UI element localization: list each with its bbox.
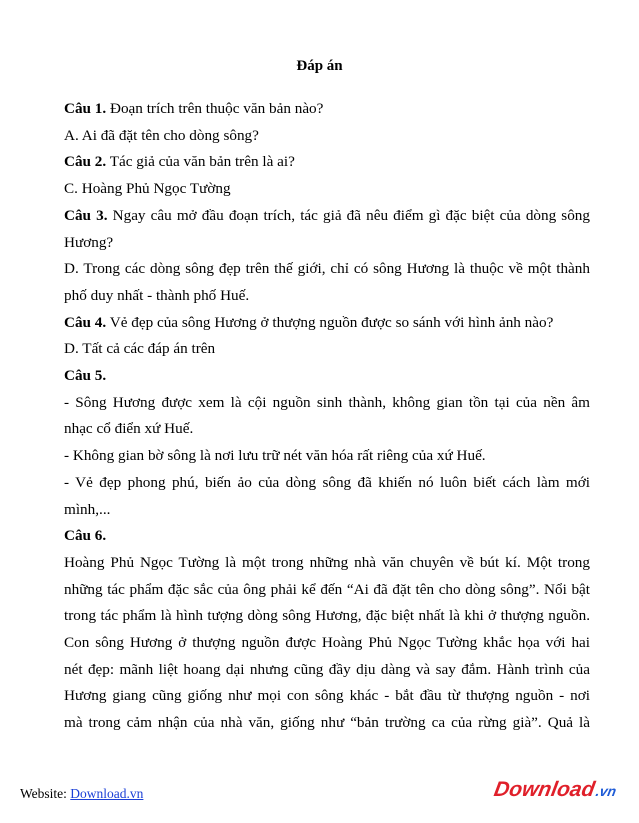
page-title: Đáp án bbox=[296, 58, 343, 74]
svg-text:.vn: .vn bbox=[594, 783, 618, 799]
line: Con sông Hương ở thượng nguồn được Hoàng Phủ Ngọc Tường khắc họa với hai bbox=[64, 634, 590, 652]
line: Câu 4. Vẻ đẹp của sông Hương ở thượng nguồn được so sánh với hình ảnh nào? bbox=[64, 313, 554, 331]
line: - Vẻ đẹp phong phú, biến ảo của dòng sông đã khiến nó luôn biết cách làm mới bbox=[64, 473, 590, 491]
line: - Sông Hương được xem là cội nguồn sinh thành, không gian tồn tại của nền âm bbox=[64, 393, 590, 411]
question-label: Câu 6. bbox=[64, 527, 107, 545]
footer-website bbox=[20, 786, 143, 802]
line bbox=[64, 363, 590, 390]
question-label: Câu 5. bbox=[64, 367, 107, 385]
line: trong tác phẩm là hình tượng dòng sông Hương, đặc biệt nhất là khi ở thượng nguồn. bbox=[64, 607, 590, 625]
question-label: Câu 3. bbox=[64, 206, 108, 224]
line: C. Hoàng Phủ Ngọc Tường bbox=[64, 180, 231, 198]
line: phố duy nhất - thành phố Huế. bbox=[64, 286, 250, 304]
line: Hoàng Phủ Ngọc Tường là một trong những nhà văn chuyên về bút kí. Một trong bbox=[64, 553, 590, 571]
line: Câu 2. Tác giả của văn bản trên là ai? bbox=[64, 153, 295, 171]
question-label: Câu 4. bbox=[64, 313, 107, 331]
question-label: Câu 2. bbox=[64, 153, 107, 171]
line: nét đẹp: mãnh liệt hoang dại nhưng cũng đầy dịu dàng và say đắm. Hành trình của bbox=[64, 660, 590, 678]
svg-text:Download: Download bbox=[492, 778, 597, 801]
line: Hương? bbox=[64, 233, 114, 251]
line: những tác phẩm đặc sắc của ông phải kể đến “Ai đã đặt tên cho dòng sông”. Nổi bật bbox=[64, 580, 590, 598]
line: - Không gian bờ sông là nơi lưu trữ nét văn hóa rất riêng của xứ Huế. bbox=[64, 447, 486, 465]
line: nhạc cổ điển xứ Huế. bbox=[64, 420, 194, 438]
download-logo bbox=[487, 774, 625, 804]
line: mà trong cảm nhận của nhà văn, giống như “bản trường ca của rừng già”. Quả là bbox=[64, 714, 590, 732]
line: D. Tất cả các đáp án trên bbox=[64, 340, 216, 358]
line: mình,... bbox=[64, 500, 111, 518]
line: Câu 1. Đoạn trích trên thuộc văn bản nào? bbox=[64, 100, 324, 117]
line: A. Ai đã đặt tên cho dòng sông? bbox=[64, 126, 259, 144]
document-body bbox=[64, 96, 590, 737]
question-label: Câu 1. bbox=[64, 100, 107, 117]
line bbox=[64, 523, 590, 550]
website-link[interactable]: Download.vn bbox=[70, 786, 144, 801]
line: Câu 3. Ngay câu mở đầu đoạn trích, tác giả đã nêu điểm gì đặc biệt của dòng sông bbox=[64, 206, 590, 224]
line: D. Trong các dòng sông đẹp trên thế giới, chỉ có sông Hương là thuộc về một thành bbox=[64, 260, 590, 278]
line: Hương giang cũng giống như mọi con sông khác - bắt đầu từ thượng nguồn - nơi bbox=[64, 687, 590, 705]
website-label: Website: bbox=[20, 786, 71, 801]
